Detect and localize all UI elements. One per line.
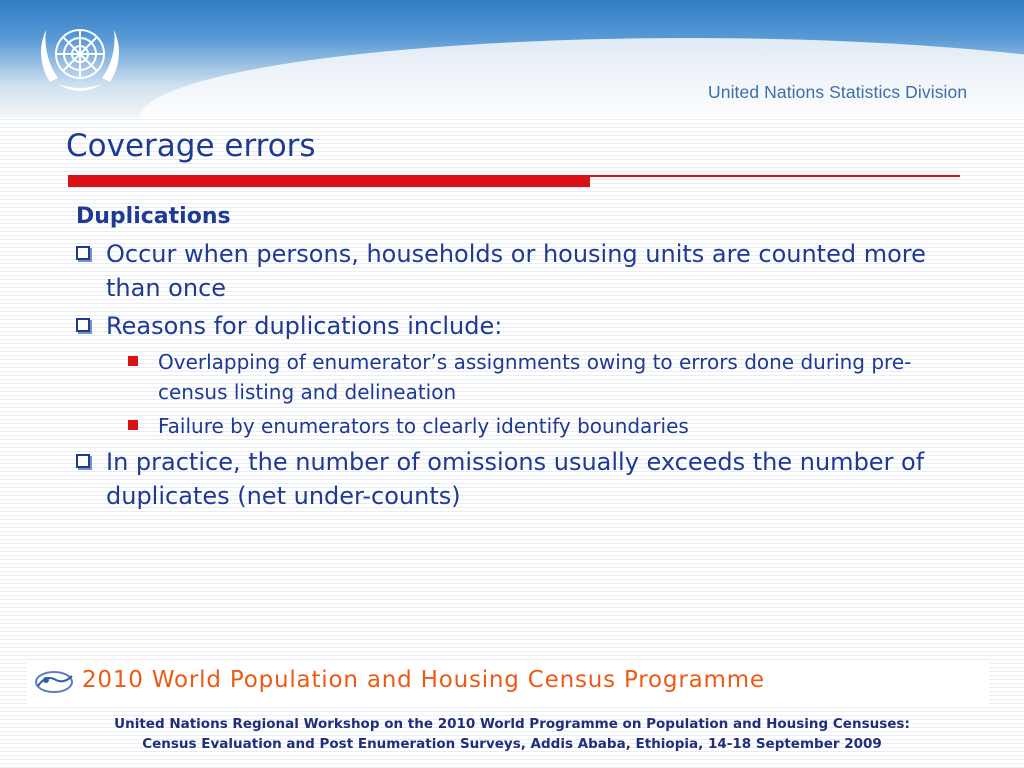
workshop-line-1: United Nations Regional Workshop on the 2010 World Programme on Population and Housing Censuses:: [114, 716, 910, 732]
sub-bullet-text: Failure by enumerators to clearly identify boundaries: [158, 414, 689, 438]
square-bullet-icon: [128, 420, 138, 430]
bullet-item: [76, 309, 956, 343]
programme-title: 2010 World Population and Housing Census Programme: [82, 667, 765, 693]
workshop-caption: [0, 714, 1024, 754]
bullet-item: [76, 237, 956, 305]
slide-title: Coverage errors: [66, 128, 316, 164]
sub-bullet-item: [76, 411, 956, 441]
un-emblem-icon: [30, 12, 130, 102]
square-bullet-icon: [128, 356, 138, 366]
organization-name: United Nations Statistics Division: [708, 82, 968, 102]
bullet-text: Occur when persons, households or housing units are counted more than once: [106, 240, 926, 302]
sub-bullet-text: Overlapping of enumerator’s assignments owing to errors done during pre-census listing and delineation: [158, 350, 912, 404]
bullet-text: Reasons for duplications include:: [106, 312, 503, 340]
sub-bullet-item: [76, 347, 956, 407]
census-logo-icon: [32, 668, 76, 696]
title-rule-thick: [68, 175, 590, 187]
header-banner: [0, 0, 1024, 118]
checkbox-bullet-icon: [76, 246, 90, 260]
checkbox-bullet-icon: [76, 454, 90, 468]
checkbox-bullet-icon: [76, 318, 90, 332]
bullet-item: [76, 445, 956, 513]
banner-swoosh: [140, 38, 1024, 118]
bullet-text: In practice, the number of omissions usually exceeds the number of duplicates (net under-counts): [106, 448, 925, 510]
title-rule-thin: [590, 175, 960, 177]
workshop-line-2: Census Evaluation and Post Enumeration Surveys, Addis Ababa, Ethiopia, 14-18 September 2009: [142, 736, 882, 752]
section-heading: Duplications: [76, 204, 231, 229]
slide-content: [76, 204, 956, 517]
programme-banner: [26, 660, 990, 704]
